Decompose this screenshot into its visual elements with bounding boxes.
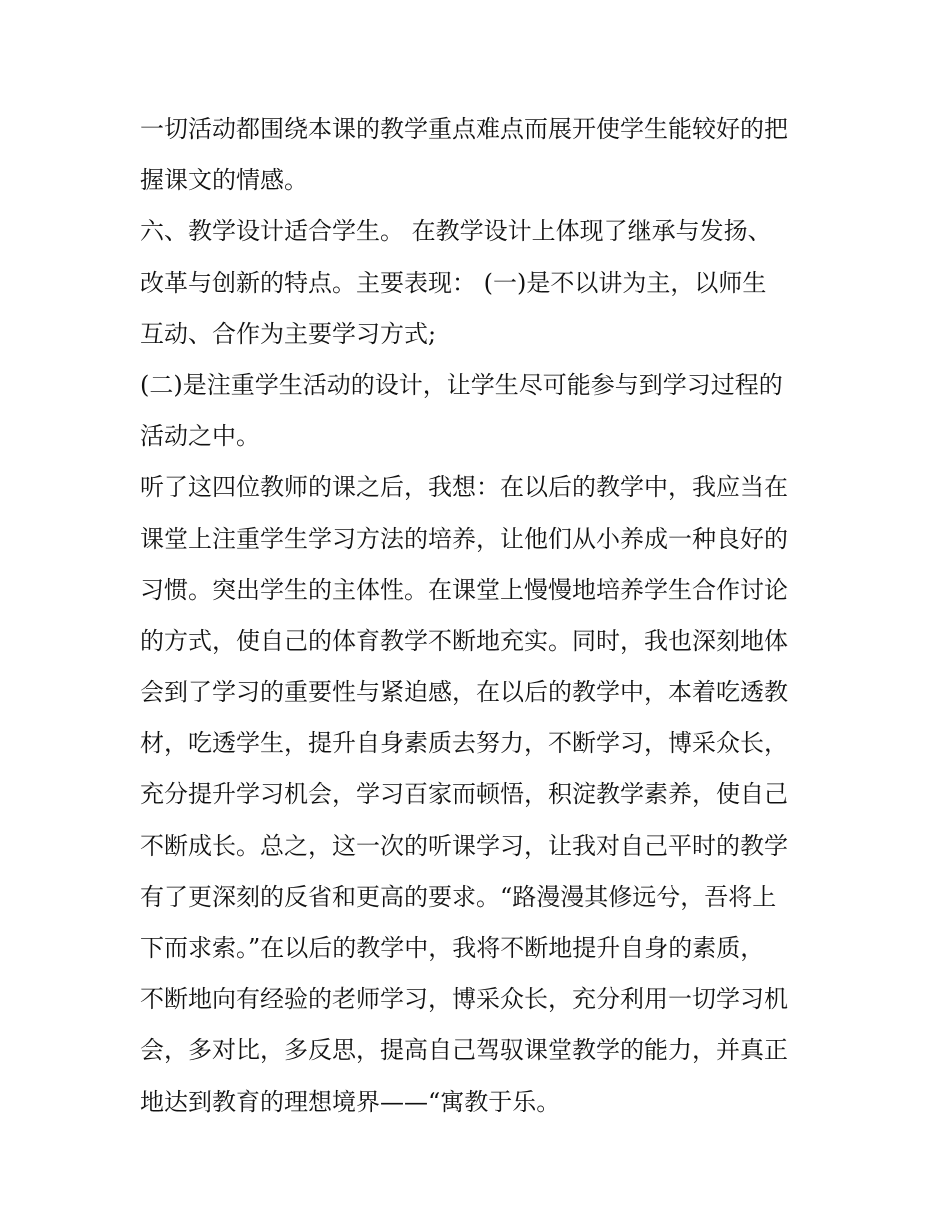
text-line: (二)是注重学生活动的设计，让学生尽可能参与到学习过程的 xyxy=(140,370,783,399)
text-line: 握课文的情感。 xyxy=(140,166,308,195)
text-line: 不断地向有经验的老师学习，博采众长，充分利用一切学习机 xyxy=(140,985,788,1014)
text-line: 习惯。突出学生的主体性。在课堂上慢慢地培养学生合作讨论 xyxy=(140,575,788,604)
text-line: 下而求索。”在以后的教学中，我将不断地提升自身的素质， xyxy=(140,934,765,962)
text-line: 不断成长。总之，这一次的听课学习，让我对自己平时的教学 xyxy=(140,831,788,860)
body-text xyxy=(140,104,820,1128)
text-line: 地达到教育的理想境界——“寓教于乐。 xyxy=(140,1087,561,1116)
text-line: 听了这四位教师的课之后，我想：在以后的教学中，我应当在 xyxy=(140,473,788,502)
text-line: 互动、合作为主要学习方式; xyxy=(140,319,437,348)
text-line: 六、教学设计适合学生。 在教学设计上体现了继承与发扬、 xyxy=(140,217,772,246)
text-line: 活动之中。 xyxy=(140,422,260,451)
text-line: 充分提升学习机会，学习百家而顿悟，积淀教学素养，使自己 xyxy=(140,780,788,809)
text-line: 会到了学习的重要性与紧迫感，在以后的教学中，本着吃透教 xyxy=(140,678,788,707)
text-line: 课堂上注重学生学习方法的培养，让他们从小养成一种良好的 xyxy=(140,524,788,553)
text-line: 改革与创新的特点。主要表现： (一)是不以讲为主，以师生 xyxy=(140,268,767,297)
text-line: 会，多对比，多反思，提高自己驾驭课堂教学的能力，并真正 xyxy=(140,1036,788,1065)
text-line: 材，吃透学生，提升自身素质去努力，不断学习，博采众长， xyxy=(140,729,788,758)
text-line: 的方式，使自己的体育教学不断地充实。同时，我也深刻地体 xyxy=(140,626,788,655)
text-line: 一切活动都围绕本课的教学重点难点而展开使学生能较好的把 xyxy=(140,115,788,143)
text-line: 有了更深刻的反省和更高的要求。“路漫漫其修远兮，吾将上 xyxy=(140,882,777,911)
